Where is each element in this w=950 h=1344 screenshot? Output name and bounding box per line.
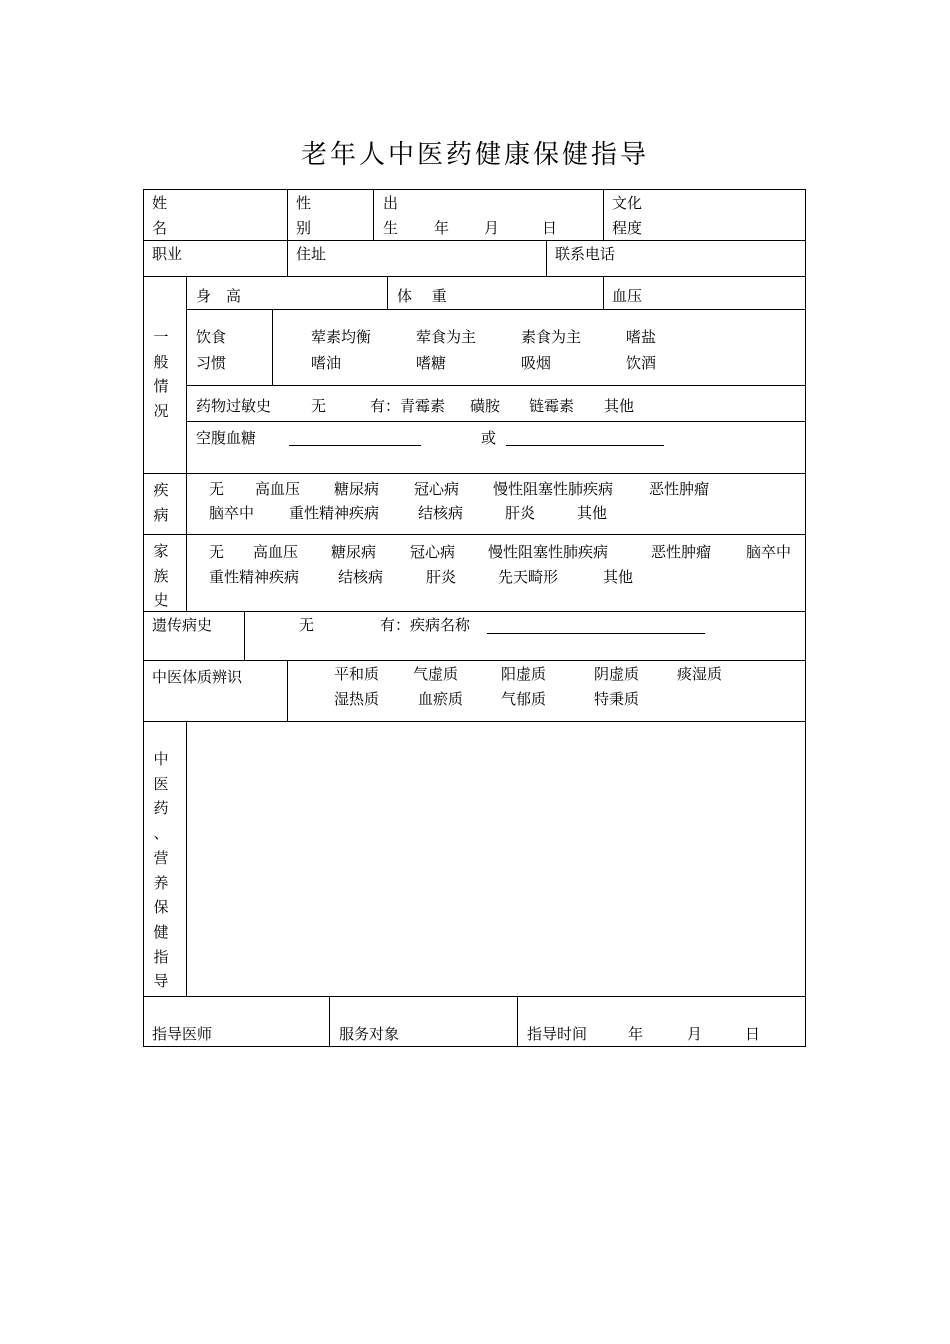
diet-option[interactable]: 嗜盐	[626, 328, 657, 346]
weight-label: 体 重	[397, 287, 447, 305]
allergy-label: 药物过敏史	[196, 397, 272, 415]
education-label: 文化	[612, 194, 643, 212]
genetic-option[interactable]: 无	[299, 616, 315, 634]
genetic-label: 遗传病史	[152, 616, 213, 634]
guidance-label-char: 营	[153, 848, 169, 867]
diet-option[interactable]: 嗜糖	[416, 354, 447, 372]
family-option[interactable]: 脑卒中	[746, 543, 792, 561]
guidance-label-char: 药	[153, 799, 169, 818]
family-label-char: 史	[153, 591, 169, 610]
guidance-label-char: 、	[153, 824, 169, 843]
phone-label: 联系电话	[555, 245, 616, 263]
disease-section-label	[151, 478, 171, 527]
doctor-label: 指导医师	[152, 1025, 213, 1043]
col-divider	[186, 721, 187, 996]
disease-option[interactable]: 重性精神疾病	[289, 504, 380, 522]
col-divider	[272, 309, 273, 385]
constitution-option[interactable]: 血瘀质	[418, 690, 464, 708]
constitution-option[interactable]: 气虚质	[413, 665, 459, 683]
general-label-char: 情	[153, 377, 169, 396]
guidance-label-char: 中	[153, 750, 169, 768]
allergy-option[interactable]: 无	[311, 397, 327, 415]
guidance-label-char: 保	[153, 898, 169, 917]
general-label-char: 一	[153, 328, 169, 346]
blood-pressure-label: 血压	[612, 287, 643, 305]
row-divider	[143, 721, 806, 722]
diet-option[interactable]: 荤食为主	[416, 328, 477, 346]
col-divider	[287, 660, 288, 721]
disease-option[interactable]: 结核病	[418, 504, 464, 522]
family-option[interactable]: 高血压	[253, 543, 299, 561]
family-label-char: 家	[153, 542, 169, 560]
allergy-option[interactable]: 有：青霉素	[370, 397, 446, 415]
row-divider	[143, 660, 806, 661]
col-divider	[287, 240, 288, 276]
row-divider	[143, 611, 806, 612]
birth-day-label: 日	[542, 219, 558, 237]
constitution-option[interactable]: 湿热质	[334, 690, 380, 708]
guidance-content-area[interactable]	[192, 727, 800, 991]
disease-option[interactable]: 糖尿病	[334, 480, 380, 498]
family-option[interactable]: 冠心病	[410, 543, 456, 561]
general-section-label	[151, 325, 171, 424]
disease-option[interactable]: 恶性肿瘤	[649, 480, 710, 498]
constitution-option[interactable]: 痰湿质	[677, 665, 723, 683]
col-divider	[373, 189, 374, 240]
guidance-label-char: 健	[153, 922, 169, 941]
family-option[interactable]: 糖尿病	[331, 543, 377, 561]
birth-label: 生	[383, 219, 399, 237]
row-divider	[143, 996, 806, 997]
family-label-char: 族	[153, 566, 169, 585]
constitution-option[interactable]: 阳虚质	[501, 665, 547, 683]
diet-label: 习惯	[196, 354, 227, 372]
education-field[interactable]	[660, 196, 800, 236]
diet-option[interactable]: 吸烟	[521, 354, 552, 372]
row-divider	[143, 240, 806, 241]
col-divider	[546, 240, 547, 276]
guidance-label-char: 养	[153, 873, 169, 892]
diet-option[interactable]: 荤素均衡	[311, 328, 372, 346]
guidance-day-label: 日	[745, 1025, 761, 1043]
constitution-option[interactable]: 阴虚质	[594, 665, 640, 683]
family-option[interactable]: 结核病	[338, 568, 384, 586]
family-option[interactable]: 无	[209, 543, 225, 561]
diet-option[interactable]: 素食为主	[521, 328, 582, 346]
family-section-label	[151, 539, 171, 613]
col-divider	[287, 189, 288, 240]
allergy-option[interactable]: 其他	[604, 397, 635, 415]
constitution-option[interactable]: 气郁质	[501, 690, 547, 708]
family-option[interactable]: 慢性阻塞性肺疾病	[488, 543, 609, 561]
row-divider	[143, 473, 806, 474]
col-divider	[603, 189, 604, 240]
col-divider	[329, 996, 330, 1046]
diet-option[interactable]: 嗜油	[311, 354, 342, 372]
col-divider	[517, 996, 518, 1046]
disease-option[interactable]: 冠心病	[414, 480, 460, 498]
diet-option[interactable]: 饮酒	[626, 354, 657, 372]
glucose-or-label: 或	[481, 429, 497, 447]
disease-option[interactable]: 慢性阻塞性肺疾病	[493, 480, 614, 498]
col-divider	[186, 473, 187, 611]
col-divider	[387, 276, 388, 309]
constitution-option[interactable]: 平和质	[334, 665, 380, 683]
disease-option[interactable]: 高血压	[255, 480, 301, 498]
service-target-label: 服务对象	[339, 1025, 400, 1043]
table-border-top	[143, 189, 806, 190]
col-divider	[603, 276, 604, 309]
job-label: 职业	[152, 245, 183, 263]
table-border-bottom	[143, 1046, 806, 1047]
name-field[interactable]	[190, 196, 282, 236]
allergy-option[interactable]: 链霉素	[529, 397, 575, 415]
row-divider	[186, 309, 806, 310]
disease-option[interactable]: 其他	[577, 504, 608, 522]
guidance-section-label	[151, 747, 171, 994]
guidance-label-char: 指	[153, 947, 169, 966]
disease-option[interactable]: 肝炎	[505, 504, 536, 522]
guidance-year-label: 年	[628, 1025, 644, 1043]
allergy-option[interactable]: 磺胺	[470, 397, 501, 415]
address-label: 住址	[296, 245, 327, 263]
glucose-input-line[interactable]	[289, 445, 421, 446]
col-divider	[244, 611, 245, 660]
glucose-label: 空腹血糖	[196, 429, 257, 447]
row-divider	[143, 276, 806, 277]
birth-month-label: 月	[484, 219, 500, 237]
guidance-label-char: 导	[153, 972, 169, 991]
name-label: 名	[152, 219, 168, 237]
birth-label: 出	[383, 194, 399, 212]
constitution-label: 中医体质辨识	[152, 668, 243, 686]
constitution-option[interactable]: 特秉质	[594, 690, 640, 708]
row-divider	[186, 421, 806, 422]
family-option[interactable]: 恶性肿瘤	[651, 543, 712, 561]
table-border-right	[805, 189, 806, 1046]
glucose-alt-input-line[interactable]	[506, 445, 664, 446]
guidance-time-label: 指导时间	[527, 1025, 588, 1043]
name-label: 姓	[152, 194, 168, 212]
family-option[interactable]: 肝炎	[426, 568, 457, 586]
sex-label: 别	[296, 219, 312, 237]
disease-option[interactable]: 无	[209, 480, 225, 498]
education-label: 程度	[612, 219, 643, 237]
guidance-label-char: 医	[153, 774, 169, 793]
row-divider	[143, 534, 806, 535]
general-label-char: 般	[153, 352, 169, 371]
disease-label-char: 病	[153, 505, 169, 524]
general-label-char: 况	[153, 402, 169, 421]
family-option[interactable]: 其他	[603, 568, 634, 586]
diet-label: 饮食	[196, 328, 227, 346]
sex-label: 性	[296, 194, 312, 212]
genetic-disease-input-line[interactable]	[487, 633, 705, 634]
genetic-option[interactable]: 有：疾病名称	[380, 616, 471, 634]
disease-option[interactable]: 脑卒中	[209, 504, 255, 522]
sex-field[interactable]	[318, 196, 368, 236]
height-label: 身 高	[196, 287, 242, 305]
birth-year-label: 年	[434, 219, 450, 237]
row-divider	[186, 385, 806, 386]
family-option[interactable]: 重性精神疾病	[209, 568, 300, 586]
guidance-month-label: 月	[687, 1025, 703, 1043]
col-divider	[186, 276, 187, 473]
disease-label-char: 疾	[153, 481, 169, 499]
page-title: 老年人中医药健康保健指导	[300, 140, 649, 170]
family-option[interactable]: 先天畸形	[498, 568, 559, 586]
table-border-left	[143, 189, 144, 1046]
